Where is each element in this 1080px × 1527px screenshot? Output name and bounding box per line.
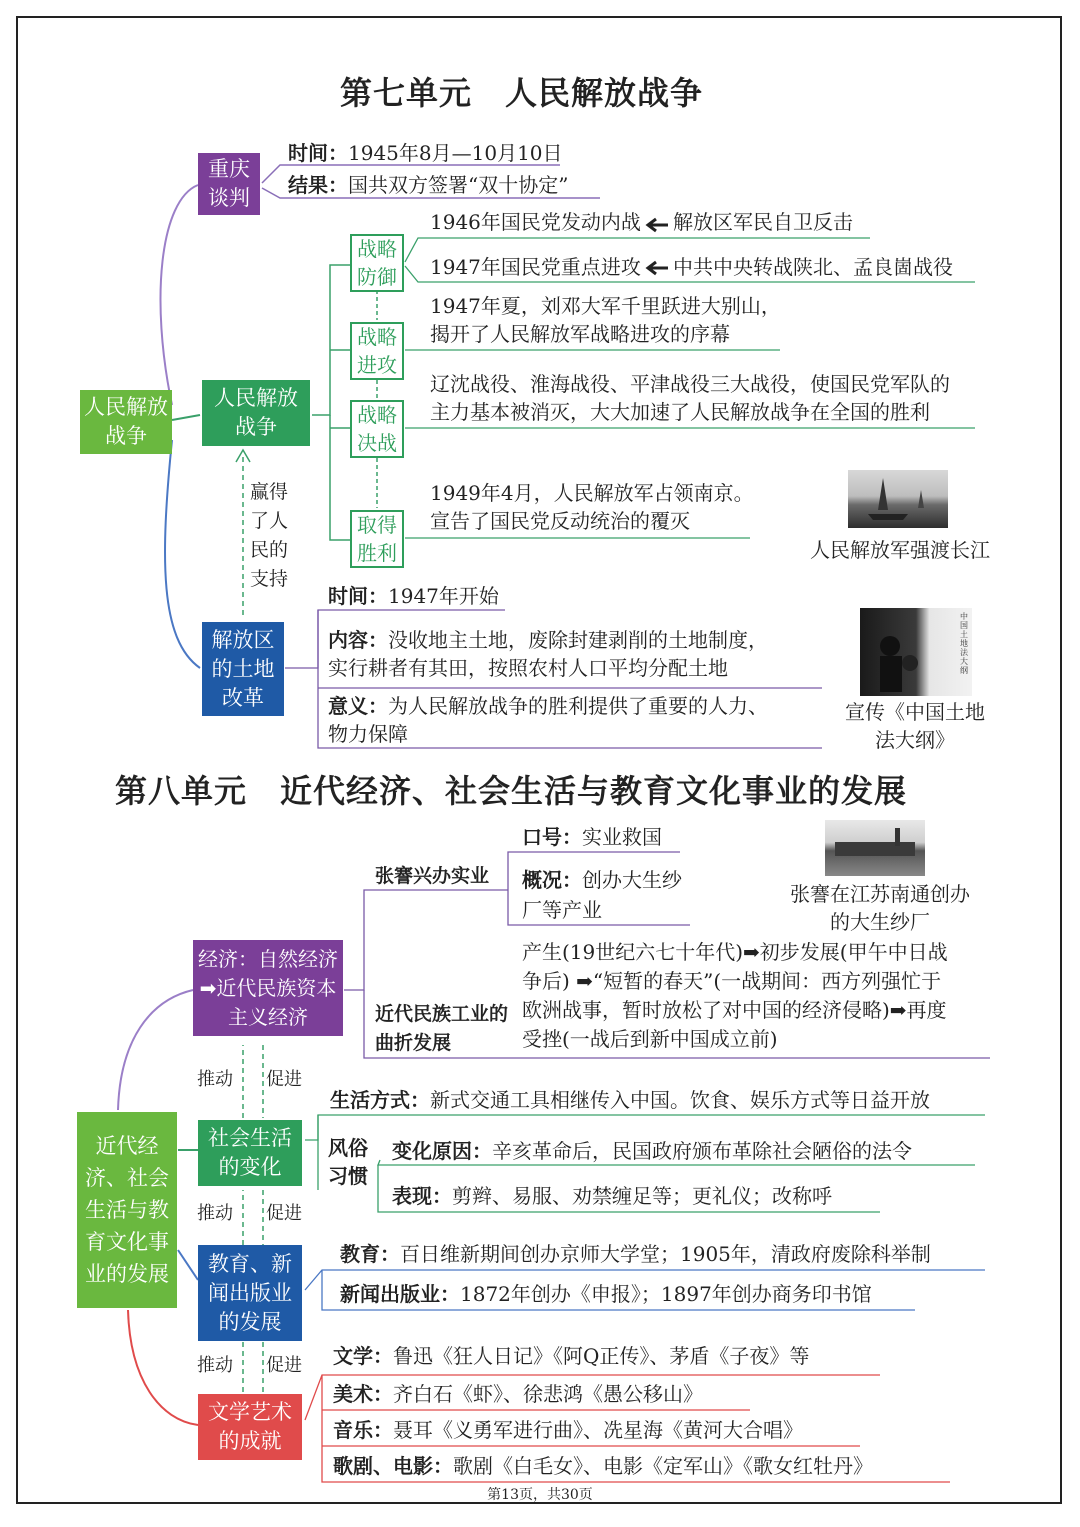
stage-victory: 取得胜利 xyxy=(350,510,404,568)
land-reform-node: 解放区的土地改革 xyxy=(202,622,284,716)
chongqing-node: 重庆谈判 xyxy=(198,153,260,215)
stage-defense: 战略防御 xyxy=(350,234,404,292)
decisive-line1: 辽沈战役、淮海战役、平津战役三大战役，使国民党军队的 xyxy=(430,372,950,396)
slogan: 口号：实业救国 xyxy=(522,825,662,849)
society-node: 社会生活的变化 xyxy=(198,1120,302,1186)
defense-line2: 1947年国民党重点进攻 xyxy=(430,255,641,279)
overview1: 概况：创办大生纱 xyxy=(522,868,682,892)
promote-label-2: 促进 xyxy=(266,1203,302,1224)
unit7-title: 第七单元 人民解放战争 xyxy=(340,74,704,112)
yangtze-crossing-photo xyxy=(848,470,948,528)
fine-arts-line: 美术：齐白石《虾》、徐悲鸿《愚公移山》 xyxy=(333,1382,703,1406)
dasheng-caption: 张謇在江苏南通创办的大生纱厂 xyxy=(790,882,970,934)
promote-label-3: 促进 xyxy=(266,1355,302,1376)
unit8-title: 第八单元 近代经济、社会生活与教育文化事业的发展 xyxy=(115,772,908,810)
land-law-caption: 宣传《中国土地法大纲》 xyxy=(845,700,985,752)
unit8-root-node: 近代经济、社会生活与教育文化事业的发展 xyxy=(77,1112,177,1308)
land-time: 时间：1947年开始 xyxy=(328,584,499,608)
unit7-root-node: 人民解放战争 xyxy=(80,390,172,454)
push-label-1: 推动 xyxy=(197,1069,233,1090)
land-meaning1: 意义：为人民解放战争的胜利提供了重要的人力、 xyxy=(328,694,768,718)
yangtze-caption: 人民解放军强渡长江 xyxy=(810,538,990,562)
push-label-2: 推动 xyxy=(197,1203,233,1224)
decisive-line2: 主力基本被消灭，大大加速了人民解放战争在全国的胜利 xyxy=(430,400,930,424)
industry-dev1: 产生(19世纪六七十年代)➡初步发展(甲午中日战 xyxy=(522,940,948,964)
page-footer: 第13页，共30页 xyxy=(487,1487,593,1503)
land-law-photo xyxy=(860,608,972,696)
economy-node: 经济：自然经济➡近代民族资本主义经济 xyxy=(193,940,343,1036)
land-content1: 内容：没收地主土地，废除封建剥削的土地制度， xyxy=(328,628,768,652)
defense-line1: 1946年国民党发动内战 xyxy=(430,210,641,234)
victory-line1: 1949年4月，人民解放军占领南京。 xyxy=(430,481,754,505)
promote-label-1: 促进 xyxy=(266,1069,302,1090)
victory-line2: 宣告了国民党反动统治的覆灭 xyxy=(430,509,690,533)
offense-line1: 1947年夏，刘邓大军千里跃进大别山， xyxy=(430,294,781,318)
education-line: 教育：百日维新期间创办京师大学堂；1905年，清政府废除科举制 xyxy=(340,1242,931,1266)
chongqing-result: 结果：国共双方签署“双十协定” xyxy=(288,173,569,197)
chongqing-time: 时间：1945年8月—10月10日 xyxy=(288,141,563,165)
industry-label: 近代民族工业的曲折发展 xyxy=(375,1003,509,1054)
education-node: 教育、新闻出版业的发展 xyxy=(198,1245,302,1341)
press-line: 新闻出版业：1872年创办《申报》；1897年创办商务印书馆 xyxy=(340,1282,872,1306)
life-style: 生活方式：新式交通工具相继传入中国。饮食、娱乐方式等日益开放 xyxy=(330,1088,930,1112)
custom-reason: 变化原因：辛亥革命后，民国政府颁布革除社会陋俗的法令 xyxy=(392,1139,912,1163)
custom-show: 表现：剪辫、易服、劝禁缠足等；更礼仪；改称呼 xyxy=(392,1184,832,1208)
arts-node: 文学艺术的成就 xyxy=(198,1394,302,1460)
defense-line1b: 解放区军民自卫反击 xyxy=(673,210,853,234)
push-label-3: 推动 xyxy=(197,1355,233,1376)
land-content2: 实行耕者有其田，按照农村人口平均分配土地 xyxy=(328,656,728,680)
industry-dev3: 欧洲战事，暂时放松了对中国的经济侵略)➡再度 xyxy=(522,998,947,1022)
support-label: 赢得了人民的支持 xyxy=(250,481,289,590)
music-line: 音乐：聂耳《义勇军进行曲》、冼星海《黄河大合唱》 xyxy=(333,1418,803,1442)
zhangjian-label: 张謇兴办实业 xyxy=(375,865,490,887)
dasheng-factory-photo xyxy=(825,820,925,876)
land-meaning2: 物力保障 xyxy=(328,722,408,746)
overview2: 厂等产业 xyxy=(522,898,602,922)
industry-dev4: 受挫(一战后到新中国成立前) xyxy=(522,1027,778,1051)
war-node: 人民解放战争 xyxy=(202,380,310,446)
industry-dev2: 争后) ➡“短暂的春天”(一战期间：西方列强忙于 xyxy=(522,969,942,993)
stage-decisive: 战略决战 xyxy=(350,400,404,458)
film-line: 歌剧、电影：歌剧《白毛女》、电影《定军山》《歌女红牡丹》 xyxy=(333,1454,873,1478)
custom-label: 风俗习惯 xyxy=(328,1136,368,1188)
offense-line2: 揭开了人民解放军战略进攻的序幕 xyxy=(430,322,730,346)
defense-line2b: 中共中央转战陕北、孟良崮战役 xyxy=(673,255,953,279)
stage-offense: 战略进攻 xyxy=(350,322,404,380)
land-law-photo-text: 中国土地法大纲 xyxy=(960,612,968,675)
literature-line: 文学：鲁迅《狂人日记》《阿Q正传》、茅盾《子夜》等 xyxy=(333,1344,810,1368)
